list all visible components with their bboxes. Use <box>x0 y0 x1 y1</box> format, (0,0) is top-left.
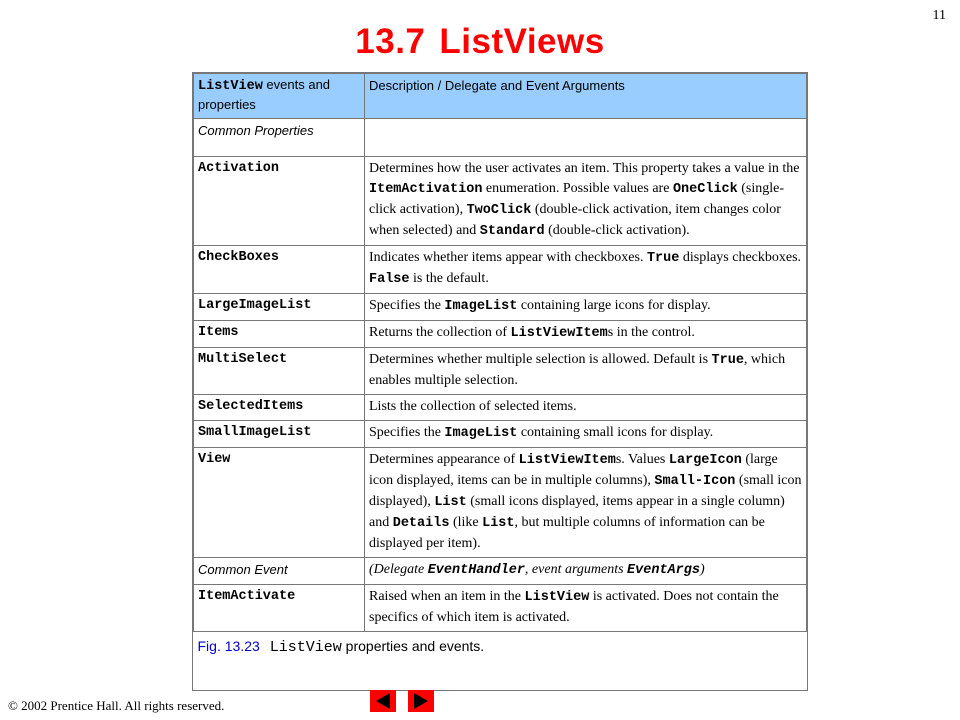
common-properties-label: Common Properties <box>194 119 365 157</box>
desc-text: (double-click activation, item changes color when selected) and <box>369 202 781 238</box>
code-term: List <box>482 516 515 531</box>
slide-title <box>0 22 960 62</box>
table-header-row <box>194 74 807 119</box>
property-description <box>365 395 807 421</box>
desc-text: Specifies the <box>369 425 445 440</box>
code-term: ListViewItem <box>518 453 616 468</box>
caption-code: ListView <box>269 639 342 656</box>
desc-text: enumeration. Possible values are <box>482 181 673 196</box>
desc-text: , event arguments <box>524 562 628 577</box>
property-name: SelectedItems <box>194 395 365 421</box>
header-col2: Description / Delegate and Event Arguments <box>365 74 807 119</box>
code-term: OneClick <box>672 182 738 197</box>
code-term: EventHandler <box>427 563 525 578</box>
code-term: List <box>434 495 467 510</box>
desc-text: Returns the collection of <box>369 325 511 340</box>
code-term: Standard <box>479 224 545 239</box>
header-col1-code: ListView <box>198 79 263 94</box>
property-row <box>194 395 807 421</box>
desc-text: is the default. <box>409 271 489 286</box>
section-number: 13.7 <box>355 22 426 61</box>
property-row <box>194 348 807 395</box>
property-description <box>365 294 807 321</box>
section-title: ListViews <box>439 22 605 61</box>
figure-label: Fig. 13.23 <box>197 638 260 654</box>
property-name: View <box>194 448 365 558</box>
event-name: ItemActivate <box>194 585 365 632</box>
code-term: LargeIcon <box>668 453 742 468</box>
desc-text: (single-click activation), <box>369 181 785 217</box>
property-row <box>194 294 807 321</box>
desc-text: Specifies the <box>369 298 445 313</box>
code-term: ImageList <box>444 299 518 314</box>
property-name: MultiSelect <box>194 348 365 395</box>
header-col1-text: events and properties <box>198 77 331 112</box>
desc-text: (double-click activation). <box>544 223 690 238</box>
desc-text: displays checkboxes. <box>679 250 802 265</box>
desc-text: containing small icons for display. <box>517 425 714 440</box>
desc-text: (small icon displayed), <box>369 473 802 509</box>
event-description <box>365 585 807 632</box>
desc-text: (Delegate <box>369 562 428 577</box>
code-term: Small-Icon <box>654 474 736 489</box>
common-properties-row <box>194 119 807 157</box>
properties-table <box>192 72 808 691</box>
desc-text: s in the control. <box>607 325 695 340</box>
code-term: ListViewItem <box>510 326 608 341</box>
desc-text: containing large icons for display. <box>517 298 711 313</box>
triangle-right-icon <box>408 690 434 712</box>
desc-text: (like <box>449 515 483 530</box>
code-term: TwoClick <box>466 203 532 218</box>
property-name: Activation <box>194 157 365 246</box>
desc-text: Raised when an item in the <box>369 589 525 604</box>
figure-caption <box>194 632 807 663</box>
desc-text: Determines how the user activates an item. This property takes a value in the <box>369 161 800 176</box>
desc-text: s. Values <box>615 452 669 467</box>
desc-text: is activated. Does not contain the specifics of which item is activated. <box>369 589 779 625</box>
property-description <box>365 421 807 448</box>
event-row <box>194 585 807 632</box>
property-description <box>365 321 807 348</box>
desc-text: Determines whether multiple selection is allowed. Default is <box>369 352 712 367</box>
property-description <box>365 157 807 246</box>
desc-text: , but multiple columns of information can be displayed per item). <box>369 515 765 551</box>
property-description <box>365 448 807 558</box>
property-description <box>365 348 807 395</box>
desc-text: Lists the collection of selected items. <box>369 399 577 414</box>
common-properties-empty <box>365 119 807 157</box>
common-event-row <box>194 558 807 585</box>
common-event-label: Common Event <box>194 558 365 585</box>
code-term: False <box>369 272 410 287</box>
desc-text: (small icons displayed, items appear in a single column) and <box>369 494 785 530</box>
figure-caption-row <box>194 632 807 663</box>
header-col1 <box>194 74 365 119</box>
triangle-left-icon <box>370 690 396 712</box>
previous-slide-button[interactable] <box>370 690 396 712</box>
property-row <box>194 246 807 294</box>
code-term: True <box>711 353 744 368</box>
event-delegate-description <box>365 558 807 585</box>
property-name: CheckBoxes <box>194 246 365 294</box>
property-name: SmallImageList <box>194 421 365 448</box>
code-term: Details <box>392 516 450 531</box>
page-number: 11 <box>932 8 946 23</box>
property-row <box>194 321 807 348</box>
desc-text: , which enables multiple selection. <box>369 352 786 388</box>
property-name: Items <box>194 321 365 348</box>
code-term: EventArgs <box>627 563 700 578</box>
code-term: ImageList <box>444 426 518 441</box>
copyright-footer: © 2002 Prentice Hall. All rights reserved. <box>8 698 225 713</box>
desc-text: Determines appearance of <box>369 452 519 467</box>
caption-text: properties and events. <box>341 638 485 654</box>
property-row <box>194 421 807 448</box>
property-row <box>194 157 807 246</box>
property-row <box>194 448 807 558</box>
code-term: ListView <box>524 590 590 605</box>
property-name: LargeImageList <box>194 294 365 321</box>
desc-text: Indicates whether items appear with checkboxes. <box>369 250 647 265</box>
desc-text: (large icon displayed, items can be in multiple columns), <box>369 452 778 488</box>
next-slide-button[interactable] <box>408 690 434 712</box>
property-description <box>365 246 807 294</box>
desc-text: ) <box>699 562 705 577</box>
code-term: ItemActivation <box>369 182 483 197</box>
code-term: True <box>646 251 680 266</box>
